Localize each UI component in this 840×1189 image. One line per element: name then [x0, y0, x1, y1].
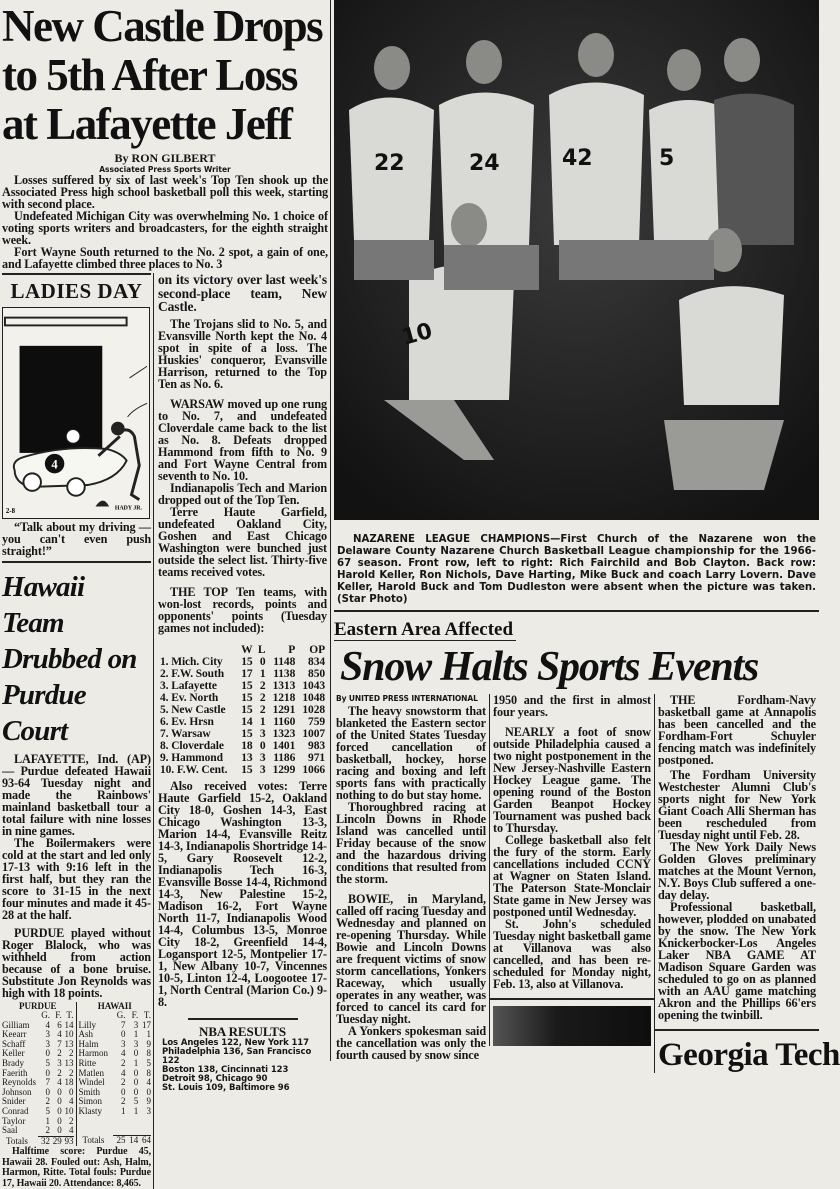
box-cell: Conrad — [2, 1107, 38, 1117]
box-cell: 4 — [113, 1049, 126, 1059]
column-header: L — [253, 644, 266, 656]
table-cell: 2 — [253, 704, 266, 716]
table-cell: 1138 — [266, 668, 296, 680]
box-cell: 0 — [125, 1069, 138, 1079]
column-header — [160, 644, 235, 656]
table-cell: 17 — [235, 668, 252, 680]
box-cell: Johnson — [2, 1088, 38, 1098]
box-cell: 0 — [50, 1107, 62, 1117]
player-row — [79, 1107, 152, 1117]
team-photo — [334, 0, 819, 520]
table-cell: 4. Ev. North — [160, 692, 235, 704]
box-cell: 1 — [125, 1059, 138, 1069]
table-cell: 1148 — [266, 656, 296, 668]
box-cell: 2 — [50, 1069, 62, 1079]
main-headline — [2, 2, 328, 149]
table-row — [160, 740, 325, 752]
column-header: P — [266, 644, 296, 656]
table-cell: 983 — [295, 740, 325, 752]
box-cell: 4 — [50, 1078, 62, 1088]
cartoon-drawing — [2, 307, 150, 519]
total-cell: 29 — [50, 1137, 62, 1147]
paragraph: Professional basketball, however, plodded on unabated by the snow. The New York Knickerbocker-Los Angeles Laker NBA GAME AT Madison Square Garden was scheduled to go on as planned with an AAU game matching Akron and the Phillips 66'ers opening the twinbill. — [658, 901, 816, 1021]
table-row — [160, 656, 325, 668]
box-cell: 3 — [113, 1040, 126, 1050]
lead-word: BOWIE, — [348, 892, 393, 906]
total-cell: 64 — [138, 1136, 151, 1146]
table-cell: 1218 — [266, 692, 296, 704]
nba-result: St. Louis 109, Baltimore 96 — [162, 1084, 327, 1093]
table-cell: 3 — [253, 728, 266, 740]
paragraph — [2, 927, 151, 999]
team-name: PURDUE — [2, 1002, 74, 1012]
snow-column-1 — [334, 694, 489, 1061]
table-cell: 10. F.W. Cent. — [160, 764, 235, 776]
table-cell: 1043 — [295, 680, 325, 692]
also-received-votes: Also received votes: Terre Haute Garfield 15-2, Oakland City 18-0, Goshen 14-3, East Chicago Washington 13-3, Marion 14-4, Evansville Reitz 14-3, Indianapolis Shortridge 14-5, Gary Roosevelt 12-2, Indianapolis Tech 16-3, Evansville Bosse 14-4, Richmond 14-3, New Palestine 15-2, Madison 16-2, Fort Wayne North 11-7, Indianapolis Wood 14-4, Columbus 13-5, Monroe City 18-2, Greenfield 14-4, Logansport 12-5, Montpelier 17-1, New Albany 10-7, Vincennes 10-5, Linton 12-4, Loogootee 17-1, North Central (Marion Co.) 9-8. — [158, 780, 327, 1008]
paragraph — [336, 893, 486, 1025]
snow-kicker: Eastern Area Affected — [334, 619, 516, 641]
paragraph: 1950 and the first in almost four years. — [493, 694, 651, 718]
nba-results-title: NBA RESULTS — [158, 1024, 327, 1039]
lead-word: THE TOP — [170, 585, 228, 599]
table-cell: 9. Hammond — [160, 752, 235, 764]
box-cell: Ritte — [79, 1059, 113, 1069]
column-header: T. — [138, 1011, 151, 1021]
box-cell: 2 — [38, 1126, 50, 1136]
box-cell: 5 — [38, 1107, 50, 1117]
table-cell: 0 — [253, 656, 266, 668]
column-header: W — [235, 644, 252, 656]
right-zone — [334, 0, 819, 1061]
box-cell: 7 — [113, 1021, 126, 1031]
paragraph-text: moved up one rung to No. 7, and undefeated Cloverdale came back to the list as No. 8. Defeats dropped Hammond from fifth to No. 9 and Fort Wayne Central from seventh to No. 10. — [158, 397, 327, 483]
byline-name: By RON GILBERT — [2, 152, 328, 165]
headline-line: Drubbed on — [2, 641, 151, 677]
table-header — [160, 644, 325, 656]
paragraph: Terre Haute Garfield, undefeated Oakland City, Goshen and East Chicago Washington were bunched just outside the select list. Thirty-five teams received votes. — [158, 506, 327, 578]
paragraph-text: a foot of snow outside Philadelphia caused a two night postponement in the New Jersey-Nashville Eastern Hockey League game. The opening round of the Boston Garden Beanpot Hockey Tournament was pushed back to Thursday. — [493, 725, 651, 835]
box-cell: 0 — [38, 1088, 50, 1098]
box-cell: 4 — [62, 1097, 74, 1107]
table-cell: 18 — [235, 740, 252, 752]
snow-column-2 — [493, 694, 651, 990]
table-cell: 3. Lafayette — [160, 680, 235, 692]
box-cell: 3 — [38, 1040, 50, 1050]
table-cell: 1291 — [266, 704, 296, 716]
totals-label: Totals — [2, 1137, 38, 1147]
headline-line: Purdue Court — [2, 677, 151, 749]
hawaii-headline — [2, 569, 151, 749]
table-cell: 15 — [235, 728, 252, 740]
box-cell: 5 — [38, 1059, 50, 1069]
snow-byline: By UNITED PRESS INTERNATIONAL — [336, 694, 486, 703]
box-cell: 0 — [50, 1126, 62, 1136]
box-cell: Gilliam — [2, 1021, 38, 1031]
headline-line: at Lafayette Jeff — [2, 100, 328, 149]
table-cell: 15 — [235, 656, 252, 668]
table-cell: 15 — [235, 692, 252, 704]
box-cell: 0 — [38, 1049, 50, 1059]
left-subcolumn — [2, 273, 154, 1189]
box-cell: 0 — [125, 1078, 138, 1088]
table-cell: 15 — [235, 680, 252, 692]
box-cell: 7 — [50, 1040, 62, 1050]
box-cell: 3 — [38, 1030, 50, 1040]
totals-row — [2, 1137, 74, 1147]
paragraph: Thoroughbred racing at Lincoln Downs in Rhode Island was cancelled until Friday because of the snow and the hazardous driving conditions that resulted from the storm. — [336, 801, 486, 885]
top-ten-table — [160, 644, 325, 776]
box-cell: 8 — [138, 1049, 151, 1059]
box-cell: 0 — [125, 1049, 138, 1059]
table-cell: 15 — [235, 704, 252, 716]
box-cell: 4 — [62, 1126, 74, 1136]
box-cell: Schaff — [2, 1040, 38, 1050]
nba-result: Los Angeles 122, New York 117 — [162, 1039, 327, 1048]
paragraph: Indianapolis Tech and Marion dropped out of the Top Ten. — [158, 482, 327, 506]
box-cell: Faerith — [2, 1069, 38, 1079]
lead-word: NEARLY — [505, 725, 555, 739]
table-cell: 8. Cloverdale — [160, 740, 235, 752]
table-cell: 15 — [235, 764, 252, 776]
box-cell: 0 — [50, 1097, 62, 1107]
paragraph — [493, 726, 651, 834]
box-cell: Harmon — [79, 1049, 113, 1059]
box-cell: 3 — [138, 1107, 151, 1117]
box-cell: 3 — [125, 1021, 138, 1031]
box-cell: Halm — [79, 1040, 113, 1050]
cartoon-signature: HADY JR. — [115, 505, 143, 511]
headline-line: Hawaii Team — [2, 569, 151, 641]
table-cell: 1186 — [266, 752, 296, 764]
table-row — [160, 752, 325, 764]
box-cell: 0 — [62, 1088, 74, 1098]
snow-headline: Snow Halts Sports Events — [340, 644, 819, 690]
table-cell: 7. Warsaw — [160, 728, 235, 740]
total-cell: 93 — [62, 1137, 74, 1147]
box-cell: 2 — [62, 1069, 74, 1079]
cartoon-date: 2-8 — [6, 508, 16, 515]
byline — [2, 152, 328, 174]
snow-columns — [334, 694, 819, 1073]
table-cell: 1160 — [266, 716, 296, 728]
box-cell: 10 — [62, 1107, 74, 1117]
box-cell: 4 — [38, 1021, 50, 1031]
caption-text: First Church of the Nazarene won the Delaware County Nazarene Church Basketball League championship for the 1966-67 season. Front row, left to right: Rich Fairchild and Bob Clayton. Back row: Harold Keller, Ron Nichols, Dave Harting, Mike Buck and coach Larry Lovern. Dave Keller, Harold Buck and Tom Dudleston were absent when the picture was taken. (Star Photo) — [337, 534, 816, 605]
table-cell: 1007 — [295, 728, 325, 740]
cartoon-title: LADIES DAY — [2, 279, 151, 303]
column-header: OP — [295, 644, 325, 656]
snow-column-3-wrap — [654, 694, 819, 1073]
box-cell: 2 — [50, 1049, 62, 1059]
column-header: G. — [38, 1011, 50, 1021]
snow-column-2-wrap — [489, 694, 654, 1046]
jersey-number: 22 — [374, 151, 405, 176]
box-cell: 7 — [38, 1078, 50, 1088]
snow-column-3 — [658, 694, 816, 1021]
column-header: F. — [125, 1011, 138, 1021]
table-cell: 759 — [295, 716, 325, 728]
box-cell: 6 — [50, 1021, 62, 1031]
paragraph — [158, 586, 327, 634]
box-cell: 17 — [138, 1021, 151, 1031]
box-cell: Lilly — [79, 1021, 113, 1031]
table-cell: 14 — [235, 716, 252, 728]
team-name: HAWAII — [79, 1002, 152, 1012]
box-cell: 1 — [113, 1107, 126, 1117]
column-header: G. — [113, 1011, 126, 1021]
box-cell: Keearr — [2, 1030, 38, 1040]
total-cell: 32 — [38, 1137, 50, 1147]
paragraph: St. John's scheduled Tuesday night basketball game at Villanova was also cancelled, and has been re-scheduled for Monday night, Feb. 13, also at Villanova. — [493, 918, 651, 990]
box-cell: 2 — [38, 1097, 50, 1107]
box-cell: Taylor — [2, 1117, 38, 1127]
box-score — [2, 1002, 151, 1189]
nba-results-list — [158, 1039, 327, 1093]
box-cell: 0 — [113, 1088, 126, 1098]
table-cell: 1323 — [266, 728, 296, 740]
jersey-number: 42 — [562, 146, 593, 171]
cartoon — [2, 279, 151, 557]
player-row — [2, 1126, 74, 1136]
paragraph: on its victory over last week's second-place team, New Castle. — [158, 273, 327, 314]
column-header: T. — [62, 1011, 74, 1021]
paragraph: The New York Daily News Golden Gloves preliminary matches at the Mount Vernon, N.Y. Boys Club suffered a one-day delay. — [658, 841, 816, 901]
table-cell: 1. Mich. City — [160, 656, 235, 668]
box-cell: Brady — [2, 1059, 38, 1069]
nba-result: Philadelphia 136, San Francisco 122 — [162, 1048, 327, 1066]
table-cell: 2 — [253, 680, 266, 692]
paragraph: Fort Wayne South returned to the No. 2 spot, a gain of one, and Lafayette climbed three places to No. 3 — [2, 246, 328, 270]
box-cell: 9 — [138, 1097, 151, 1107]
box-cell: 2 — [113, 1078, 126, 1088]
left-zone — [0, 0, 331, 1061]
box-cell: 1 — [138, 1030, 151, 1040]
box-cell: 0 — [50, 1088, 62, 1098]
paragraph: Undefeated Michigan City was overwhelming No. 1 choice of voting sports writers and broadcasters, for the eighth straight week. — [2, 210, 328, 246]
box-cell: 5 — [125, 1097, 138, 1107]
box-cell: 2 — [62, 1117, 74, 1127]
box-cell: 0 — [113, 1030, 126, 1040]
box-cell: 1 — [38, 1117, 50, 1127]
table-row — [160, 716, 325, 728]
paragraph-text: Ten teams, with won-lost records, points and opponents' points (Tuesday games not included): — [158, 585, 327, 635]
box-cell: 13 — [62, 1040, 74, 1050]
table-row — [160, 704, 325, 716]
table-cell: 1313 — [266, 680, 296, 692]
box-cell: Klasty — [79, 1107, 113, 1117]
headline-line: New Castle Drops — [2, 2, 328, 51]
box-cell: 3 — [125, 1040, 138, 1050]
box-cell: 2 — [113, 1097, 126, 1107]
headline-line: to 5th After Loss — [2, 51, 328, 100]
box-cell: Windel — [79, 1078, 113, 1088]
table-row — [160, 668, 325, 680]
paragraph: LAFAYETTE, Ind. (AP) — Purdue defeated Hawaii 93-64 Tuesday night and made the Rainbows' mainland basketball tour a total failure with nine losses in nine games. — [2, 753, 151, 837]
box-cell: 4 — [50, 1030, 62, 1040]
lead-word: WARSAW — [170, 397, 224, 411]
box-cell: 2 — [62, 1049, 74, 1059]
paragraph: A Yonkers spokesman said the cancellation was only the fourth caused by snow since — [336, 1025, 486, 1061]
paragraph — [658, 694, 816, 766]
box-cell: 4 — [138, 1078, 151, 1088]
table-row — [160, 680, 325, 692]
paragraph-text: in Maryland, called off racing Tuesday and Wednesday and planned on re-opening Thursday. While Bowie and Lincoln Downs are frequent victims of snow storm cancellations, Yonkers Raceway, which usually operates in any weather, was forced to cancel its card for Tuesday night. — [336, 892, 486, 1026]
cartoon-caption: “Talk about my driving — you can't even push straight!” — [2, 521, 151, 557]
table-cell: 13 — [235, 752, 252, 764]
hawaii-story — [2, 753, 151, 999]
table-cell: 1 — [253, 668, 266, 680]
box-cell: 0 — [38, 1069, 50, 1079]
totals-row — [79, 1136, 152, 1146]
georgia-tech-headline: Georgia Tech — [658, 1037, 816, 1073]
paragraph: The heavy snowstorm that blanketed the Eastern sector of the United States Tuesday forced cancellation of basketball, hockey, horse racing and boxing and left sports fans with practically nothing to do but stay home. — [336, 705, 486, 801]
box-cell: 13 — [62, 1059, 74, 1069]
box-cell: Reynolds — [2, 1078, 38, 1088]
jersey-number: 5 — [659, 146, 674, 171]
paragraph: The Boilermakers were cold at the start and led only 17-13 with 9:16 left in the first half, but they ran the score to 31-15 in the next four minutes and made it 45-28 at the half. — [2, 837, 151, 921]
table-cell: 3 — [253, 764, 266, 776]
table-cell: 1401 — [266, 740, 296, 752]
paragraph-text: Fordham-Navy basketball game at Annapolis has been cancelled and the Fordham-Fort Schuyler fencing match was indefinitely postponed. — [658, 693, 816, 767]
box-cell: 8 — [138, 1069, 151, 1079]
table-cell: 2. F.W. South — [160, 668, 235, 680]
box-cell: Matlen — [79, 1069, 113, 1079]
bottom-photo — [493, 1006, 651, 1046]
paragraph: The Fordham University Westchester Alumni Club's sports night for New York Giant Coach Alli Sherman has been rescheduled from Tuesday night until Feb. 28. — [658, 769, 816, 841]
box-cell: Ash — [79, 1030, 113, 1040]
paragraph: College basketball also felt the fury of the storm. Early cancellations included CCNY at Wagner on Staten Island. The Paterson State-Monclair State game in New Jersey was postponed until Wednesday. — [493, 834, 651, 918]
box-cell: 1 — [125, 1030, 138, 1040]
column-header: F. — [50, 1011, 62, 1021]
box-cell: 0 — [50, 1117, 62, 1127]
paragraph — [158, 398, 327, 482]
jersey-number: 10 — [399, 319, 435, 351]
nba-result: Detroit 98, Chicago 90 — [162, 1075, 327, 1084]
box-cell: 10 — [62, 1030, 74, 1040]
paragraph: The Trojans slid to No. 5, and Evansville North kept the No. 4 spot in spite of a loss. The Huskies' conqueror, Evansville Harrison, returned to the Top Ten as No. 6. — [158, 318, 327, 390]
table-cell: 1 — [253, 716, 266, 728]
nba-result: Boston 138, Cincinnati 123 — [162, 1066, 327, 1075]
table-cell: 834 — [295, 656, 325, 668]
table-cell: 1028 — [295, 704, 325, 716]
box-cell: 9 — [138, 1040, 151, 1050]
totals-label: Totals — [79, 1136, 113, 1146]
box-cell: Smith — [79, 1088, 113, 1098]
car-number: 4 — [51, 457, 58, 471]
table-cell: 1299 — [266, 764, 296, 776]
table-cell: 6. Ev. Hrsn — [160, 716, 235, 728]
byline-title: Associated Press Sports Writer — [2, 165, 328, 174]
table-cell: 2 — [253, 692, 266, 704]
photo-caption — [337, 534, 816, 606]
table-cell: 1066 — [295, 764, 325, 776]
box-cell: 14 — [62, 1021, 74, 1031]
box-cell: Snider — [2, 1097, 38, 1107]
jersey-number: 24 — [469, 151, 500, 176]
box-cell: 5 — [138, 1059, 151, 1069]
table-cell: 850 — [295, 668, 325, 680]
box-cell: 0 — [138, 1088, 151, 1098]
table-row — [160, 692, 325, 704]
table-row — [160, 728, 325, 740]
box-cell: 18 — [62, 1078, 74, 1088]
main-story-column — [154, 273, 327, 1093]
box-cell: Simon — [79, 1097, 113, 1107]
lead-word: THE — [670, 693, 695, 707]
paragraph: Losses suffered by six of last week's Top Ten shook up the Associated Press high school basketball poll this week, starting with second place. — [2, 174, 328, 210]
main-story-lead — [2, 174, 328, 270]
box-cell: Saal — [2, 1126, 38, 1136]
box-cell: 2 — [113, 1059, 126, 1069]
box-cell: 3 — [50, 1059, 62, 1069]
lead-word: PURDUE — [14, 926, 64, 940]
table-cell: 971 — [295, 752, 325, 764]
caption-lead: NAZARENE LEAGUE CHAMPIONS— — [353, 534, 560, 545]
table-cell: 3 — [253, 752, 266, 764]
total-cell: 25 — [113, 1136, 126, 1146]
table-row — [160, 764, 325, 776]
total-cell: 14 — [125, 1136, 138, 1146]
box-cell: 4 — [113, 1069, 126, 1079]
box-cell: 1 — [125, 1107, 138, 1117]
box-score-footer: Halftime score: Purdue 45, Hawaii 28. Fouled out: Ash, Halm, Harmon, Ritte. Total fouls: Purdue 17, Hawaii 20. Attendance: 8,465. — [2, 1147, 151, 1189]
box-cell: Keller — [2, 1049, 38, 1059]
table-cell: 1048 — [295, 692, 325, 704]
table-cell: 5. New Castle — [160, 704, 235, 716]
box-cell: 0 — [125, 1088, 138, 1098]
table-cell: 0 — [253, 740, 266, 752]
paragraph-text: played without Roger Blalock, who was withheld from action because of a bone bruise. Substitute Jon Reynolds was high with 18 points. — [2, 926, 151, 1000]
